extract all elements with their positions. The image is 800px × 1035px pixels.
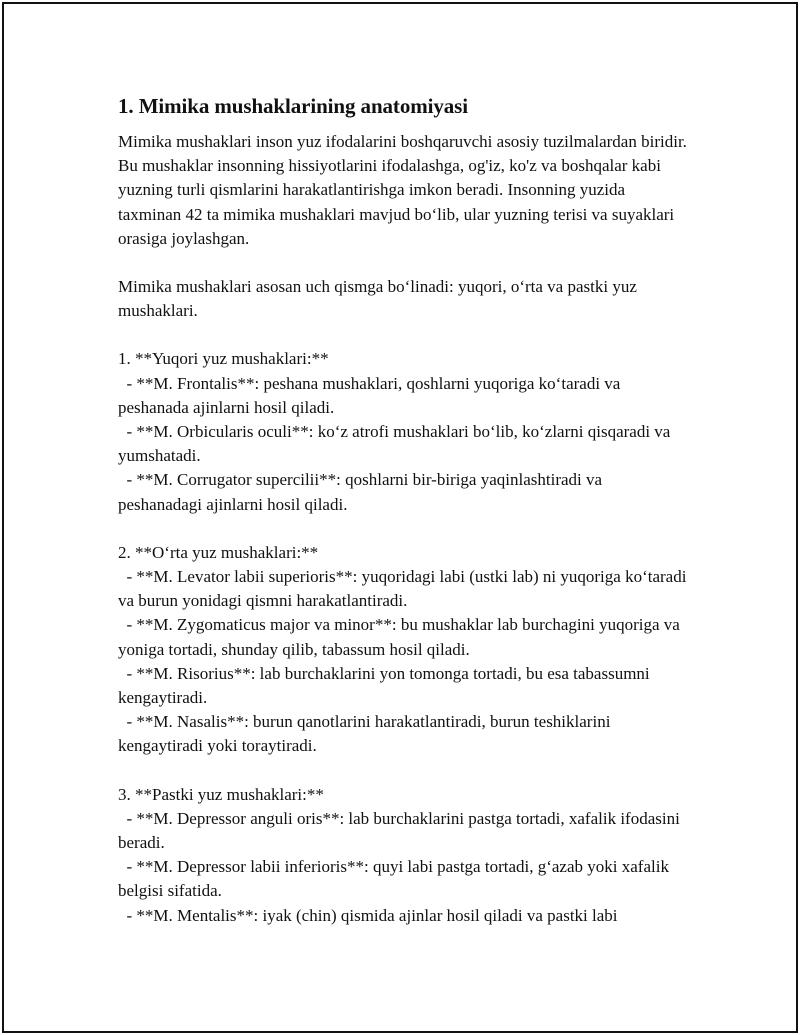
- page-title: 1. Mimika mushaklarining anatomiyasi: [118, 94, 468, 118]
- list-item: - **M. Corrugator supercilii**: qoshlarni bir-biriga yaqinlashtiradi va peshanadagi ajinlarni hosil qiladi.: [118, 470, 603, 514]
- list-item: - **M. Nasalis**: burun qanotlarini harakatlantiradi, burun teshiklarini kengaytiradi yoki toraytiradi.: [118, 712, 611, 756]
- summary-paragraph: Mimika mushaklari asosan uch qismga bo‘linadi: yuqori, o‘rta va pastki yuz mushaklari.: [118, 277, 637, 321]
- list-item: - **M. Risorius**: lab burchaklarini yon tomonga tortadi, bu esa tabassumni kengaytiradi.: [118, 663, 650, 708]
- list-item: - **M. Levator labii superioris**: yuqoridagi labi (ustki lab) ni yuqoriga ko‘taradi va burun yonidagi qismni harakatlantiradi.: [118, 567, 687, 611]
- list-item: - **M. Depressor anguli oris**: lab burchaklarini pastga tortadi, xafalik ifodasini beradi.: [118, 808, 680, 853]
- list-item: - **M. Depressor labii inferioris**: quyi labi pastga tortadi, g‘azab yoki xafalik belgisi sifatida.: [118, 857, 669, 901]
- intro-paragraph: Mimika mushaklari inson yuz ifodalarini boshqaruvchi asosiy tuzilmalardan biridir. Bu mushaklar insonning hissiyotlarini ifodalashga, og'iz, ko'z va boshqalar kabi yuzning turli qismlarini harakatlantirishga imkon beradi. Insonning yuzida taxminan 42 ta mimika mushaklari mavjud bo‘lib, ular yuzning terisi va suyaklari orasiga joylashgan.: [118, 132, 687, 248]
- list-item: - **M. Frontalis**: peshana mushaklari, qoshlarni yuqoriga ko‘taradi va peshanada ajinlarni hosil qiladi.: [118, 373, 621, 417]
- section-title-lower: 3. **Pastki yuz mushaklari:**: [118, 784, 324, 804]
- list-item: - **M. Zygomaticus major va minor**: bu mushaklar lab burchagini yuqoriga va yoniga tortadi, shunday qilib, tabassum hosil qiladi.: [118, 615, 680, 659]
- section-title-middle: 2. **O‘rta yuz mushaklari:**: [118, 542, 319, 562]
- list-item: - **M. Orbicularis oculi**: ko‘z atrofi mushaklari bo‘lib, ko‘zlarni qisqaradi va yumshatadi.: [118, 422, 671, 466]
- list-item: - **M. Mentalis**: iyak (chin) qismida ajinlar hosil qiladi va pastki labi: [118, 905, 618, 925]
- section-title-upper: 1. **Yuqori yuz mushaklari:**: [118, 349, 329, 369]
- document-page: [118, 93, 688, 928]
